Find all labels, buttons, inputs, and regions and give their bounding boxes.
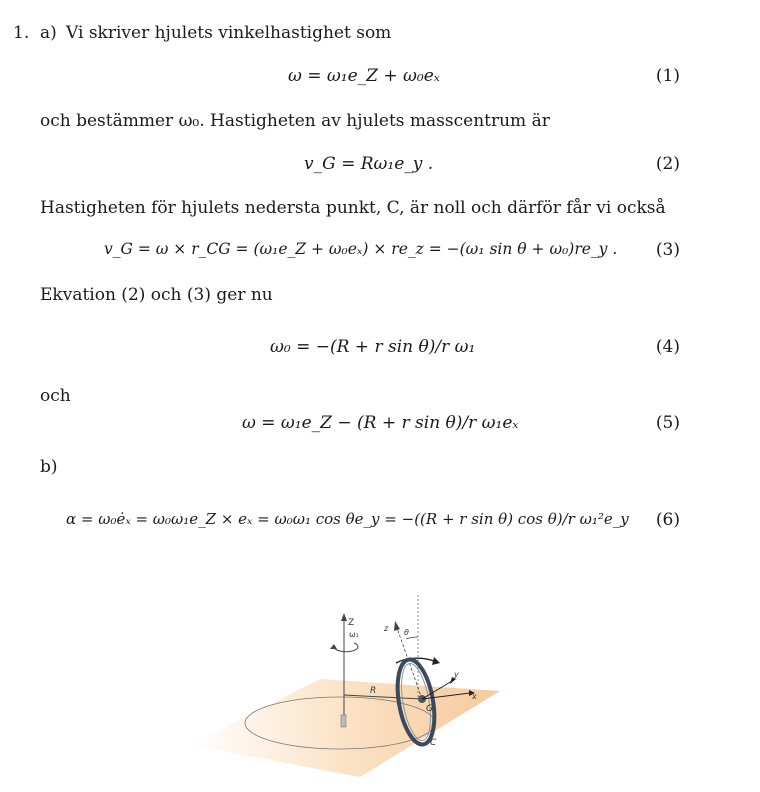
equation-2	[304, 154, 433, 174]
equation-5-text: ω = ω₁e_Z − (R + r sin θ)/r ω₁eₓ	[242, 413, 519, 433]
equation-2-text: v_G = Rω₁e_y .	[304, 154, 434, 174]
wheel-figure	[190, 587, 570, 792]
equation-2-number: (2)	[655, 154, 680, 174]
pivot-post	[341, 715, 346, 727]
label-omega1: ω₁	[349, 630, 359, 639]
item-number: 1.	[13, 23, 30, 43]
paragraph-5-text: och	[40, 386, 71, 406]
omega1-arrowhead	[330, 644, 337, 649]
ground-plane	[190, 679, 500, 777]
intro-text: Vi skriver hjulets vinkelhastighet som	[66, 23, 392, 43]
equation-6-number: (6)	[655, 510, 680, 530]
equation-1	[288, 66, 440, 86]
equation-6-text: α = ω₀ėₓ = ω₀ω₁e_Z × eₓ = ω₀ω₁ cos θe_y = −((R + r sin θ) cos θ)/r ω₁²e_y	[66, 510, 629, 528]
equation-6	[66, 510, 629, 528]
equation-3-text: v_G = ω × r_CG = (ω₁e_Z + ω₀eₓ) × re_z = −(ω₁ sin θ + ω₀)re_y .	[104, 240, 618, 258]
equation-4-number: (4)	[655, 337, 680, 357]
equation-5-number: (5)	[655, 413, 680, 433]
part-b-label: b)	[40, 457, 58, 477]
paragraph-3-text: Hastigheten för hjulets nedersta punkt, C, är noll och därför får vi också	[40, 198, 666, 218]
equation-1-number: (1)	[655, 66, 680, 86]
label-C: C	[430, 738, 437, 748]
label-G: G	[426, 704, 433, 714]
omega1-rotation-arrow	[334, 643, 358, 652]
part-a-label: a)	[40, 23, 57, 43]
label-theta: θ	[404, 628, 409, 637]
equation-4	[270, 337, 475, 357]
equation-4-text: ω₀ = −(R + r sin θ)/r ω₁	[270, 337, 476, 357]
equation-1-text: ω = ω₁e_Z + ω₀eₓ	[288, 66, 440, 86]
label-z: z	[384, 624, 389, 633]
tilted-z-arrowhead	[394, 621, 400, 631]
label-y: y	[454, 670, 459, 679]
label-x: x	[472, 692, 477, 701]
wheel-spin-arrowhead	[432, 657, 440, 665]
equation-3	[104, 240, 617, 258]
paragraph-2-text: och bestämmer ω₀. Hastigheten av hjulets masscentrum är	[40, 111, 550, 131]
z-axis-arrow	[341, 613, 347, 621]
paragraph-4-text: Ekvation (2) och (3) ger nu	[40, 285, 273, 305]
equation-5	[242, 413, 518, 433]
theta-arc	[406, 637, 418, 639]
label-Z: Z	[348, 618, 355, 628]
equation-3-number: (3)	[655, 240, 680, 260]
label-R: R	[370, 686, 377, 696]
